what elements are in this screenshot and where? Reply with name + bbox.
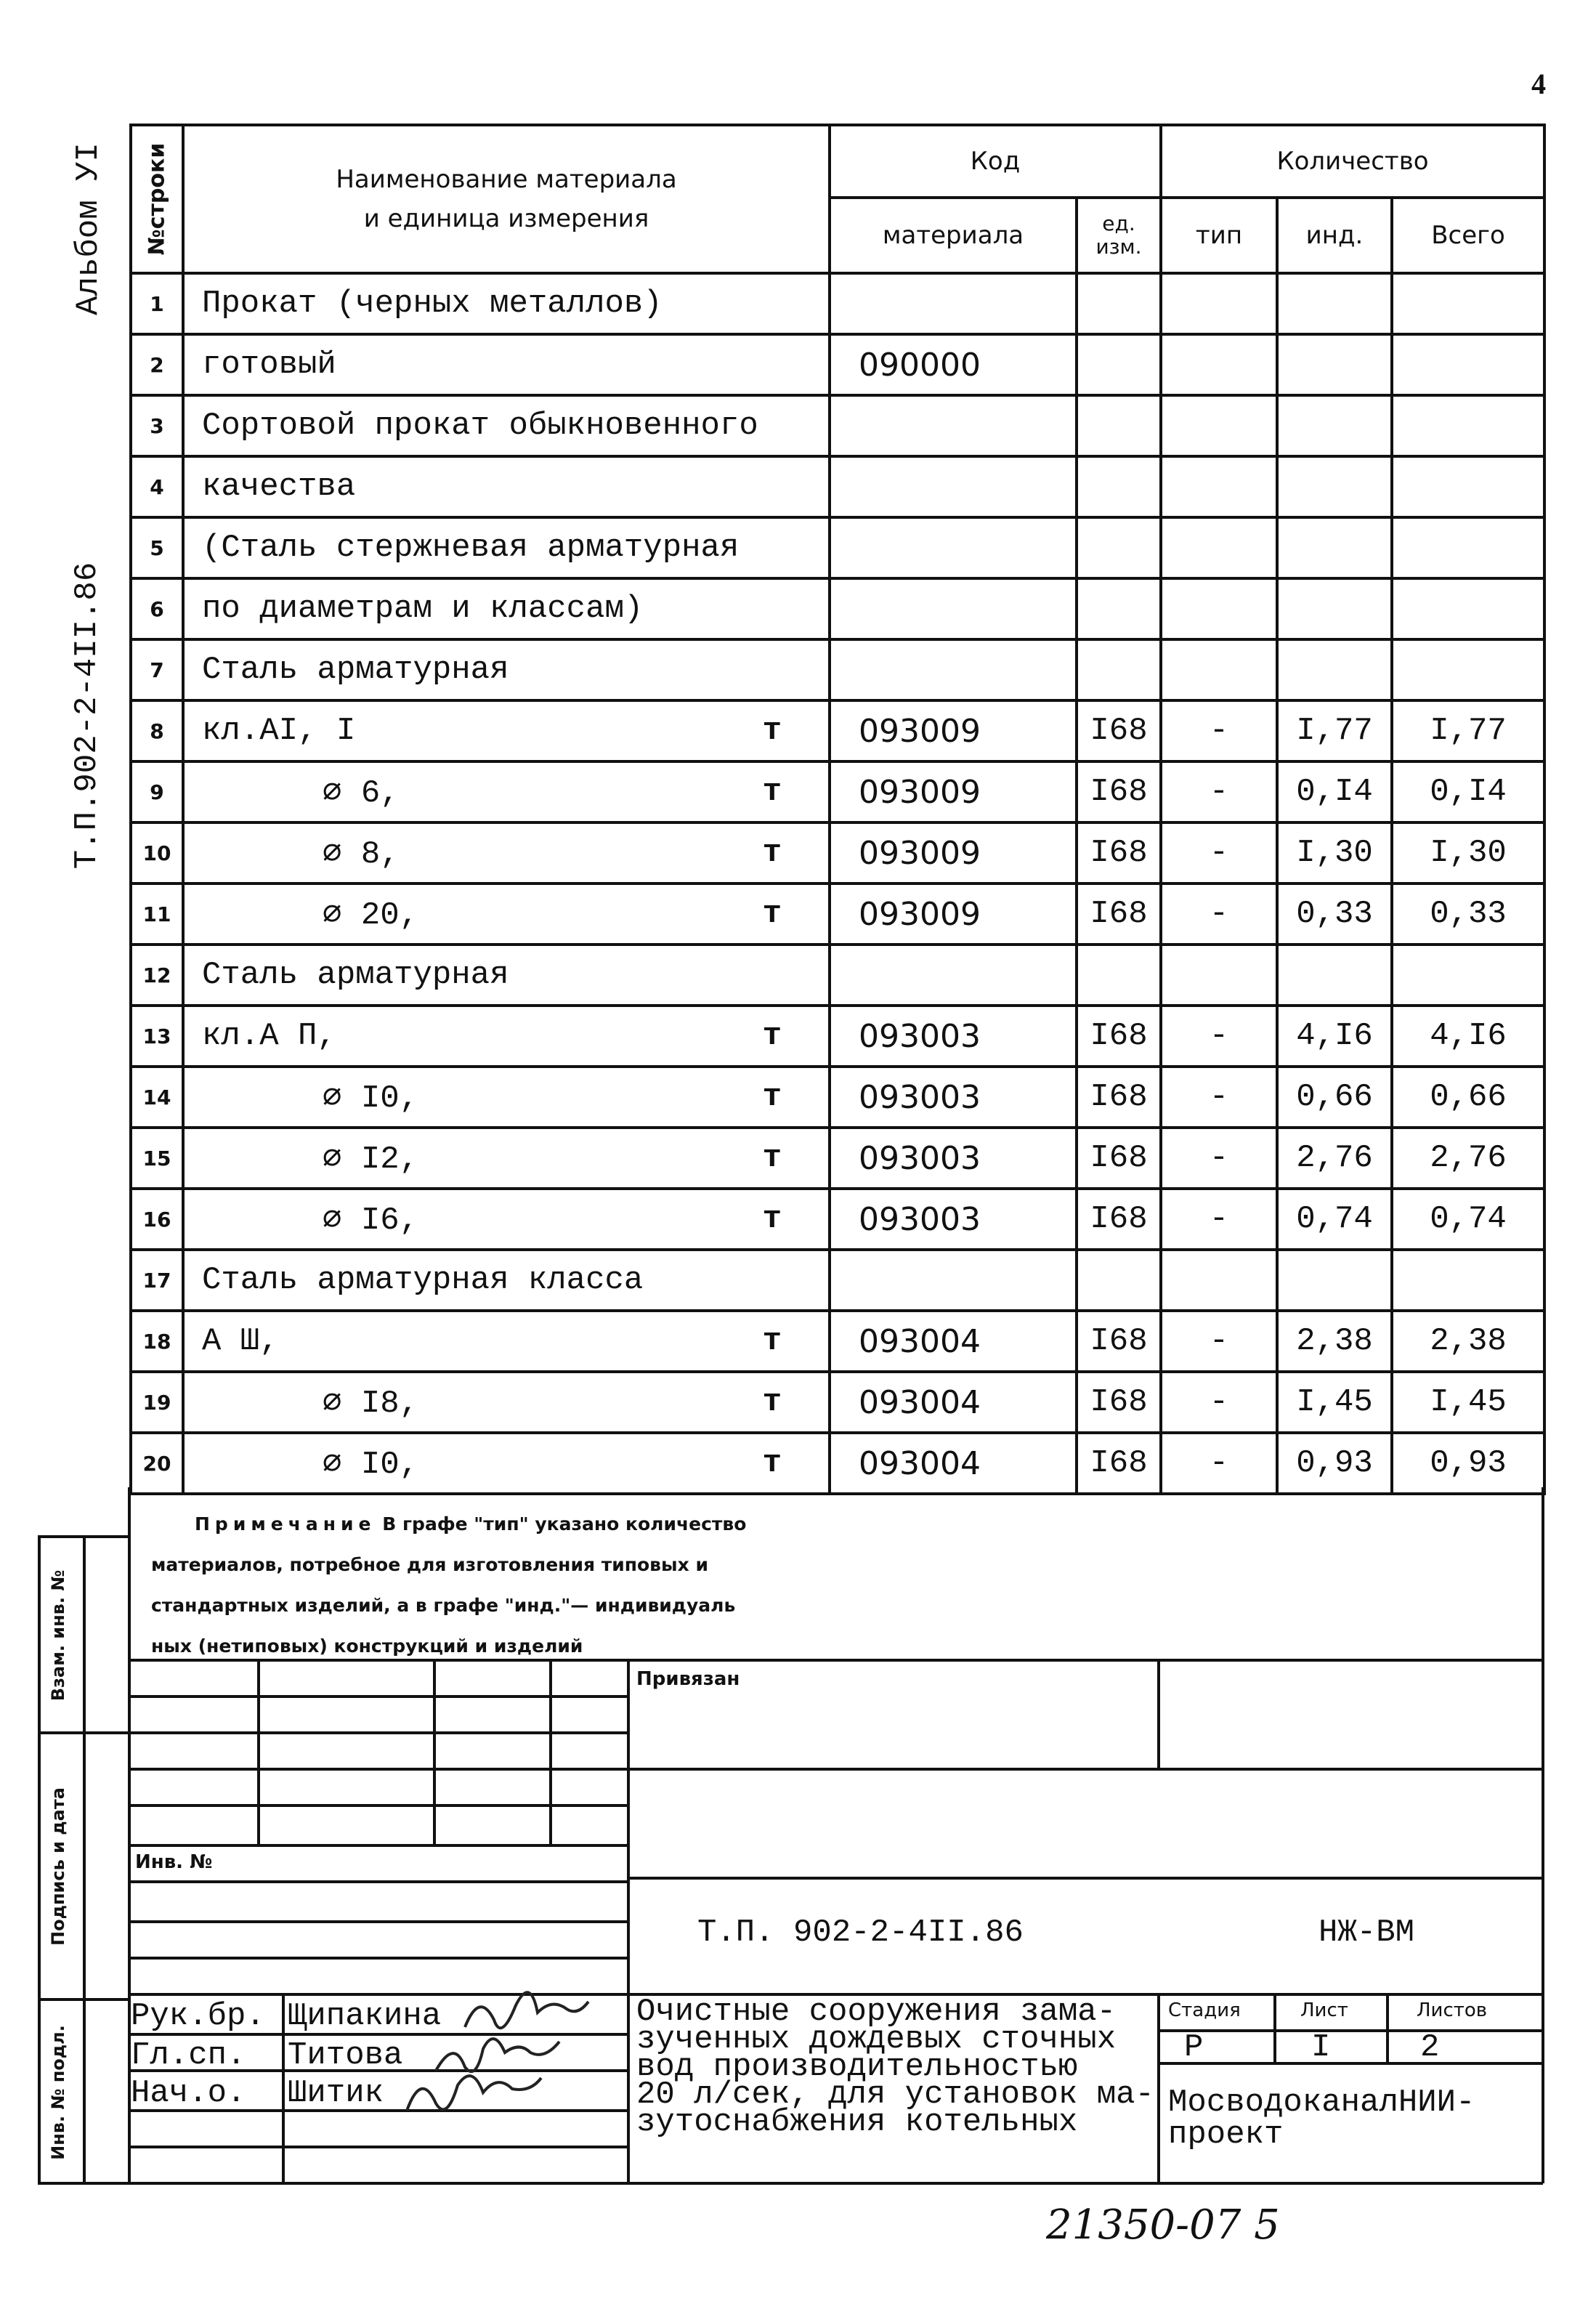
- table-row: [131, 883, 1544, 945]
- qty-total: [1392, 578, 1544, 639]
- material-name: [183, 517, 830, 578]
- qty-total: I,45: [1392, 1372, 1544, 1433]
- header-row-number: №строки: [131, 125, 183, 273]
- unit-code: [1077, 273, 1161, 334]
- row-number: 20: [131, 1433, 183, 1494]
- qty-type: [1161, 273, 1277, 334]
- row-number: 16: [131, 1189, 183, 1250]
- qty-ind: [1277, 334, 1392, 395]
- role-1: Рук.бр.: [131, 1998, 265, 2034]
- unit-code: I68: [1077, 1006, 1161, 1067]
- note-heading: Примечание: [195, 1513, 376, 1534]
- title-block-code: Т.П. 902-2-4II.86: [697, 1914, 1024, 1951]
- header-unit: ед. изм.: [1077, 198, 1161, 273]
- unit-code: I68: [1077, 822, 1161, 883]
- material-name-text: готовый: [202, 347, 336, 383]
- material-code: 093004: [830, 1433, 1077, 1494]
- unit-code: [1077, 456, 1161, 517]
- album-label: Альбом УI: [70, 142, 107, 315]
- qty-total: [1392, 517, 1544, 578]
- material-name: [183, 334, 830, 395]
- material-name: [183, 1006, 830, 1067]
- material-code: [830, 517, 1077, 578]
- material-name-text: Сталь арматурная класса: [202, 1262, 644, 1298]
- qty-ind: 0,33: [1277, 883, 1392, 945]
- title-block-section: НЖ-ВМ: [1318, 1914, 1415, 1951]
- unit-code: [1077, 395, 1161, 456]
- qty-ind: [1277, 273, 1392, 334]
- material-name: [183, 1372, 830, 1433]
- table-row: [131, 273, 1544, 334]
- qty-total: I,30: [1392, 822, 1544, 883]
- qty-ind: 2,76: [1277, 1128, 1392, 1189]
- qty-type: -: [1161, 1433, 1277, 1494]
- material-name: [183, 1433, 830, 1494]
- material-name-text: ∅ I0,: [323, 1447, 419, 1483]
- table-row: [131, 639, 1544, 700]
- unit-label: т: [762, 713, 782, 749]
- row-number: 19: [131, 1372, 183, 1433]
- unit-label: т: [762, 1201, 782, 1237]
- material-code: 093003: [830, 1128, 1077, 1189]
- material-name: [183, 456, 830, 517]
- sheet-label: Лист: [1300, 1999, 1348, 2021]
- unit-label: т: [762, 835, 782, 871]
- material-name-text: (Сталь стержневая арматурная: [202, 530, 740, 566]
- qty-total: 0,33: [1392, 883, 1544, 945]
- material-name-text: Сортовой прокат обыкновенного: [202, 408, 758, 444]
- material-code: [830, 945, 1077, 1006]
- row-number: 12: [131, 945, 183, 1006]
- qty-ind: 4,I6: [1277, 1006, 1392, 1067]
- qty-ind: 0,74: [1277, 1189, 1392, 1250]
- row-number: 3: [131, 395, 183, 456]
- note-line-3: стандартных изделий, а в графе "инд."— индивидуаль: [151, 1595, 736, 1616]
- strip-podpis-label: Подпись и дата: [48, 1787, 68, 1946]
- material-name: [183, 822, 830, 883]
- table-row: [131, 700, 1544, 761]
- qty-type: -: [1161, 883, 1277, 945]
- qty-ind: [1277, 639, 1392, 700]
- qty-total: 0,I4: [1392, 761, 1544, 822]
- material-code: 093004: [830, 1372, 1077, 1433]
- material-name: [183, 1189, 830, 1250]
- qty-ind: 0,I4: [1277, 761, 1392, 822]
- organization: МосводоканалНИИ- проект: [1168, 2084, 1475, 2153]
- material-name: [183, 761, 830, 822]
- material-name-text: ∅ I0,: [323, 1080, 419, 1117]
- material-name-text: ∅ 8,: [323, 836, 400, 873]
- table-row: [131, 761, 1544, 822]
- project-description: Очистные сооружения зама- зученных дождевых сточных вод производительностью 20 л/сек, для установок ма- зутоснабжения котельных: [636, 1994, 1154, 2140]
- qty-total: I,77: [1392, 700, 1544, 761]
- qty-ind: I,77: [1277, 700, 1392, 761]
- material-code: [830, 1250, 1077, 1311]
- role-2-name: Титова: [288, 2037, 403, 2074]
- unit-label: т: [762, 1079, 782, 1115]
- unit-code: I68: [1077, 1433, 1161, 1494]
- material-code: 093004: [830, 1311, 1077, 1372]
- qty-ind: 2,38: [1277, 1311, 1392, 1372]
- qty-total: [1392, 456, 1544, 517]
- table-row: [131, 395, 1544, 456]
- row-number: 8: [131, 700, 183, 761]
- row-number: 2: [131, 334, 183, 395]
- unit-code: I68: [1077, 883, 1161, 945]
- qty-total: [1392, 273, 1544, 334]
- qty-type: [1161, 456, 1277, 517]
- sheet-number: 4: [1531, 68, 1546, 100]
- project-code-side: Т.П.902-2-4II.86: [69, 562, 105, 870]
- material-name: [183, 639, 830, 700]
- qty-type: -: [1161, 1311, 1277, 1372]
- qty-type: [1161, 334, 1277, 395]
- table-row: [131, 517, 1544, 578]
- unit-code: [1077, 1250, 1161, 1311]
- inv-no-label: Инв. №: [135, 1851, 213, 1873]
- qty-ind: 0,66: [1277, 1067, 1392, 1128]
- header-material-name: Наименование материала и единица измерения: [183, 125, 830, 273]
- qty-type: -: [1161, 1067, 1277, 1128]
- material-name: [183, 1250, 830, 1311]
- material-code: 090000: [830, 334, 1077, 395]
- qty-type: [1161, 517, 1277, 578]
- row-number: 5: [131, 517, 183, 578]
- materials-table: [129, 124, 1546, 1495]
- unit-code: I68: [1077, 1128, 1161, 1189]
- qty-total: [1392, 1250, 1544, 1311]
- table-row: [131, 945, 1544, 1006]
- material-code: 093003: [830, 1189, 1077, 1250]
- unit-code: [1077, 334, 1161, 395]
- material-name-text: по диаметрам и классам): [202, 591, 644, 627]
- note-line-1: В графе "тип" указано количество: [382, 1513, 747, 1534]
- qty-type: [1161, 639, 1277, 700]
- table-row: [131, 1250, 1544, 1311]
- privyazan-label: Привязан: [636, 1668, 740, 1690]
- qty-type: [1161, 395, 1277, 456]
- qty-ind: [1277, 517, 1392, 578]
- footer-doc-number: 21350-07 5: [1046, 2201, 1280, 2249]
- qty-total: [1392, 639, 1544, 700]
- material-code: 093009: [830, 822, 1077, 883]
- material-name: [183, 395, 830, 456]
- material-name-text: Сталь арматурная: [202, 652, 509, 688]
- note-line-2: материалов, потребное для изготовления типовых и: [151, 1554, 708, 1575]
- material-name: [183, 273, 830, 334]
- note-line-4: ных (нетиповых) конструкций и изделий: [151, 1635, 583, 1657]
- material-code: 093003: [830, 1006, 1077, 1067]
- header-type: тип: [1161, 198, 1277, 273]
- row-number: 7: [131, 639, 183, 700]
- material-code: [830, 395, 1077, 456]
- sheets-label: Листов: [1417, 1999, 1488, 2021]
- strip-inv-podl-label: Инв. № подл.: [48, 2025, 68, 2160]
- qty-total: 2,76: [1392, 1128, 1544, 1189]
- material-name-text: ∅ 20,: [323, 897, 419, 934]
- material-name: [183, 700, 830, 761]
- qty-ind: [1277, 945, 1392, 1006]
- qty-total: [1392, 334, 1544, 395]
- unit-label: т: [762, 1323, 782, 1359]
- stage-label: Стадия: [1168, 1999, 1241, 2021]
- qty-total: 4,I6: [1392, 1006, 1544, 1067]
- material-name-text: ∅ I6,: [323, 1202, 419, 1239]
- table-row: [131, 1311, 1544, 1372]
- qty-type: [1161, 1250, 1277, 1311]
- qty-ind: 0,93: [1277, 1433, 1392, 1494]
- qty-type: [1161, 578, 1277, 639]
- unit-label: т: [762, 774, 782, 810]
- unit-code: [1077, 639, 1161, 700]
- qty-total: 0,66: [1392, 1067, 1544, 1128]
- qty-total: 0,74: [1392, 1189, 1544, 1250]
- material-name: [183, 883, 830, 945]
- table-row: [131, 1433, 1544, 1494]
- unit-label: т: [762, 1140, 782, 1176]
- material-name-text: Сталь арматурная: [202, 957, 509, 993]
- row-number: 4: [131, 456, 183, 517]
- qty-total: [1392, 945, 1544, 1006]
- unit-label: т: [762, 1384, 782, 1420]
- table-row: [131, 1006, 1544, 1067]
- unit-label: т: [762, 1018, 782, 1054]
- row-number: 17: [131, 1250, 183, 1311]
- qty-type: -: [1161, 1189, 1277, 1250]
- unit-code: I68: [1077, 1189, 1161, 1250]
- strip-vzam-label: Взам. инв. №: [48, 1569, 68, 1702]
- row-number: 9: [131, 761, 183, 822]
- qty-ind: [1277, 578, 1392, 639]
- row-number: 10: [131, 822, 183, 883]
- header-quantity: Количество: [1161, 125, 1544, 198]
- role-1-name: Щипакина: [288, 1998, 442, 2034]
- qty-type: -: [1161, 1128, 1277, 1189]
- header-total: Всего: [1392, 198, 1544, 273]
- sheet-value: I: [1311, 2029, 1331, 2066]
- row-number: 13: [131, 1006, 183, 1067]
- unit-label: т: [762, 1445, 782, 1481]
- unit-code: [1077, 517, 1161, 578]
- table-row: [131, 578, 1544, 639]
- qty-type: -: [1161, 1006, 1277, 1067]
- table-row: [131, 1372, 1544, 1433]
- qty-type: -: [1161, 822, 1277, 883]
- table-row: [131, 1128, 1544, 1189]
- qty-type: [1161, 945, 1277, 1006]
- material-name: [183, 578, 830, 639]
- row-number: 6: [131, 578, 183, 639]
- header-ind: инд.: [1277, 198, 1392, 273]
- material-name-text: ∅ 6,: [323, 775, 400, 812]
- qty-total: 2,38: [1392, 1311, 1544, 1372]
- material-code: [830, 456, 1077, 517]
- material-name-text: Прокат (черных металлов): [202, 286, 663, 322]
- unit-code: I68: [1077, 761, 1161, 822]
- material-code: 093003: [830, 1067, 1077, 1128]
- material-name-text: кл.АI, I: [202, 713, 356, 749]
- unit-code: I68: [1077, 1372, 1161, 1433]
- material-code: [830, 639, 1077, 700]
- table-row: [131, 1189, 1544, 1250]
- material-name-text: качества: [202, 469, 356, 505]
- qty-ind: [1277, 1250, 1392, 1311]
- unit-code: [1077, 578, 1161, 639]
- qty-type: -: [1161, 1372, 1277, 1433]
- qty-type: -: [1161, 761, 1277, 822]
- material-code: 093009: [830, 700, 1077, 761]
- table-row: [131, 1067, 1544, 1128]
- row-number: 15: [131, 1128, 183, 1189]
- stage-value: Р: [1184, 2029, 1204, 2066]
- role-3: Нач.о.: [131, 2075, 246, 2111]
- material-name-text: ∅ I2,: [323, 1141, 419, 1178]
- row-number: 11: [131, 883, 183, 945]
- table-row: [131, 822, 1544, 883]
- qty-ind: I,45: [1277, 1372, 1392, 1433]
- note-block: [151, 1504, 1168, 1667]
- qty-ind: [1277, 456, 1392, 517]
- role-3-name: Шитик: [288, 2075, 384, 2111]
- unit-code: I68: [1077, 1067, 1161, 1128]
- header-material-code: материала: [830, 198, 1077, 273]
- material-name: [183, 1128, 830, 1189]
- unit-label: т: [762, 896, 782, 932]
- qty-type: -: [1161, 700, 1277, 761]
- qty-total: 0,93: [1392, 1433, 1544, 1494]
- material-name-text: А Ш,: [202, 1323, 279, 1359]
- material-name: [183, 1067, 830, 1128]
- material-name-text: кл.А П,: [202, 1018, 336, 1054]
- material-name: [183, 1311, 830, 1372]
- table-row: [131, 334, 1544, 395]
- material-name: [183, 945, 830, 1006]
- material-code: 093009: [830, 761, 1077, 822]
- row-number: 18: [131, 1311, 183, 1372]
- sheets-value: 2: [1420, 2029, 1440, 2066]
- header-code: Код: [830, 125, 1161, 198]
- qty-total: [1392, 395, 1544, 456]
- role-2: Гл.сп.: [131, 2037, 246, 2074]
- row-number: 1: [131, 273, 183, 334]
- row-number: 14: [131, 1067, 183, 1128]
- material-code: [830, 578, 1077, 639]
- unit-code: I68: [1077, 1311, 1161, 1372]
- material-code: [830, 273, 1077, 334]
- qty-ind: I,30: [1277, 822, 1392, 883]
- qty-ind: [1277, 395, 1392, 456]
- material-name-text: ∅ I8,: [323, 1386, 419, 1422]
- unit-code: [1077, 945, 1161, 1006]
- material-code: 093009: [830, 883, 1077, 945]
- unit-code: I68: [1077, 700, 1161, 761]
- table-row: [131, 456, 1544, 517]
